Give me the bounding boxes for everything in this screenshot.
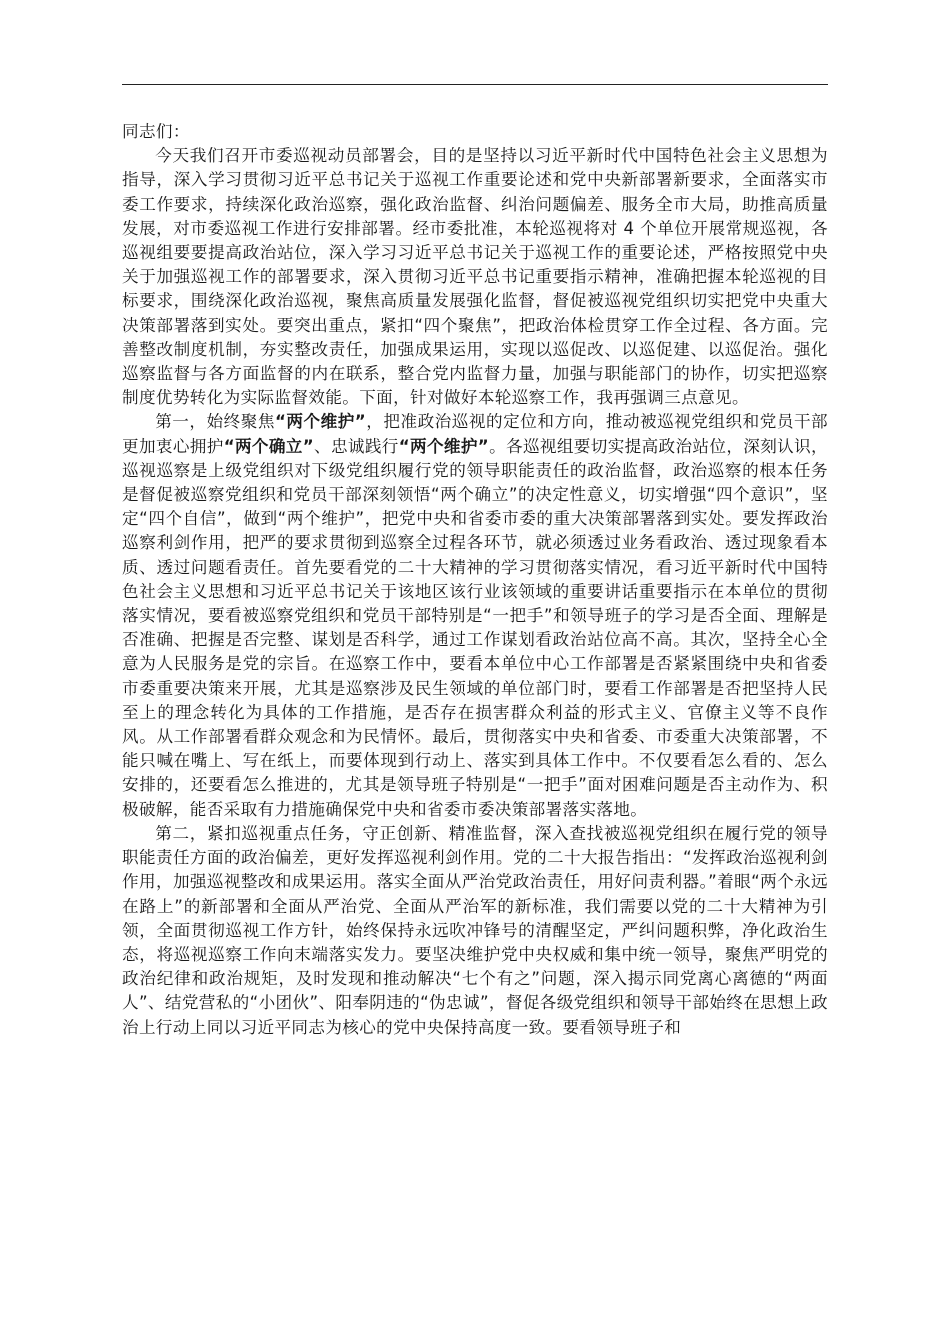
paragraph-3 [122,822,828,1040]
bold-phrase: “两个维护” [274,412,367,432]
header-rule [122,84,828,85]
salutation: 同志们： [122,122,190,141]
paragraph-text: 第一，始终聚焦 [155,412,275,432]
paragraph-text: 第二，紧扣巡视重点任务，守正创新、精准监督，深入查找被巡视党组织在履行党的领导职能责任方面的政治偏差，更好发挥巡视利剑作用。党的二十大报告指出：“发挥政治巡视利剑作用，加强巡视整改和成果运用。落实全面从严治党政治责任，用好问责利器。”着眼“两个永远在路上”的新部署和全面从严治党、全面从严治军的新标准，我们需要以党的二十大精神为引领，全面贯彻巡视工作方针，始终保持永远吹冲锋号的清醒坚定，严纠问题积弊，净化政治生态，将巡视巡察工作向末端落实发力。要坚决维护党中央权威和集中统一领导，聚焦严明党的政治纪律和政治规矩，及时发现和推动解决“七个有之”问题，深入揭示同党离心离德的“两面人”、结党营私的“小团伙”、阳奉阴违的“伪忠诚”，督促各级党组织和领导干部始终在思想上政治上行动上同以习近平同志为核心的党中央保持高度一致。要看领导班子和 [122,823,828,1037]
bold-phrase: “两个维护” [398,436,490,456]
paragraph-1 [122,144,828,410]
paragraph-text: 。各巡视组要切实提高政治站位，深刻认识，巡视巡察是上级党组织对下级党组织履行党的领导职能责任的政治监督，政治巡察的根本任务是督促被巡察党组织和党员干部深刻领悟“两个确立”的决定性意义，切实增强“四个意识”，坚定“四个自信”，做到“两个维护”，把党中央和省委市委的重大决策部署落到实处。要发挥政治巡察利剑作用，把严的要求贯彻到巡察全过程各环节，就必须透过业务看政治、透过现象看本质、透过问题看责任。首先要看党的二十大精神的学习贯彻落实情况，看习近平新时代中国特色社会主义思想和习近平总书记关于该地区该行业该领域的重要讲话重要指示在本单位的贯彻落实情况，要看被巡察党组织和党员干部特别是“一把手”和领导班子的学习是否全面、理解是否准确、把握是否完整、谋划是否科学，通过工作谋划看政治站位高不高。其次，坚持全心全意为人民服务是党的宗旨。在巡察工作中，要看本单位中心工作部署是否紧紧围绕中央和省委市委重要决策来开展，尤其是巡察涉及民生领域的单位部门时，要看工作部署是否把坚持人民至上的理念转化为具体的工作措施，是否存在损害群众利益的形式主义、官僚主义等不良作风。从工作部署看群众观念和为民情怀。最后，贯彻落实中央和省委、市委重大决策部署，不能只喊在嘴上、写在纸上，而要体现到行动上、落实到具体工作中。不仅要看怎么看的、怎么安排的，还要看怎么推进的，尤其是领导班子特别是“一把手”面对困难问题是否主动作为、积极破解，能否采取有力措施确保党中央和省委市委决策部署落实落地。 [122,436,829,819]
document-body [122,120,828,1040]
paragraph-text: 、忠诚践行 [314,436,399,456]
paragraph-text: 今天我们召开市委巡视动员部署会，目的是坚持以习近平新时代中国特色社会主义思想为指导，深入学习贯彻习近平总书记关于巡视工作重要论述和党中央新部署新要求，全面落实市委工作要求，持续深化政治巡察，强化政治监督、纠治问题偏差、服务全市大局，助推高质量发展，对市委巡视工作进行安排部署。经市委批准，本轮巡视将对 4 个单位开展常规巡视，各巡视组要要提高政治站位，深入学习习近平总书记关于巡视工作的重要论述，严格按照党中央关于加强巡视工作的部署要求，深入贯彻习近平总书记重要指示精神，准确把握本轮巡视的目标要求，围绕深化政治巡视，聚焦高质量发展强化监督，督促被巡视党组织切实把党中央重大决策部署落到实处。要突出重点，紧扣“四个聚焦”，把政治体检贯穿工作全过程、各方面。完善整改制度机制，夯实整改责任，加强成果运用，实现以巡促改、以巡促建、以巡促治。强化巡察监督与各方面监督的内在联系，整合党内监督力量，加强与职能部门的协作，切实把巡察制度优势转化为实际监督效能。下面，针对做好本轮巡察工作，我再强调三点意见。 [122,146,828,408]
bold-phrase: “两个确立” [223,436,314,456]
paragraph-2 [122,410,828,821]
paragraph-text: ，把准政治巡视的定位和方向，推动被巡视党组织和党员干部更加衷心拥护 [122,412,829,456]
